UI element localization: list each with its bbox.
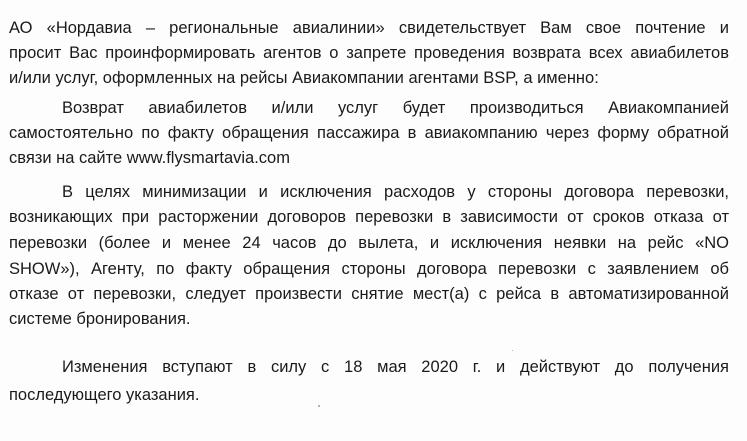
text-line: самостоятельно по факту обращения пассажира в авиакомпанию через форму обратной xyxy=(9,124,729,142)
text-line: системе бронирования. xyxy=(9,310,191,328)
text-line: и/или услуг, оформленных на рейсы Авиакомпании агентами BSP, а именно: xyxy=(9,69,599,87)
text-line: SHOW»), Агенту, по факту обращения стороны договора перевозки с заявлением об xyxy=(9,260,729,278)
text-line: перевозки (более и менее 24 часов до вылета, и исключения неявки на рейс «NO xyxy=(9,234,729,252)
scan-speck xyxy=(512,350,513,351)
text-line: просит Вас проинформировать агентов о запрете проведения возврата всех авиабилетов xyxy=(9,44,729,62)
text-line: связи на сайте www.flysmartavia.com xyxy=(9,149,290,167)
text-line: Возврат авиабилетов и/или услуг будет производиться Авиакомпанией xyxy=(62,99,729,117)
text-line: последующего указания. xyxy=(9,386,200,404)
scan-speck xyxy=(318,405,320,407)
text-line: В целях минимизации и исключения расходов у стороны договора перевозки, xyxy=(62,183,729,201)
text-line: возникающих при расторжении договоров перевозки в зависимости от сроков отказа от xyxy=(9,208,729,226)
text-line: Изменения вступают в силу с 18 мая 2020 г. и действуют до получения xyxy=(62,358,729,376)
text-line: АО «Нордавиа – региональные авиалинии» свидетельствует Вам свое почтение и xyxy=(9,19,729,37)
text-line: отказе от перевозки, следует произвести снятие мест(а) с рейса в автоматизированной xyxy=(9,285,729,303)
